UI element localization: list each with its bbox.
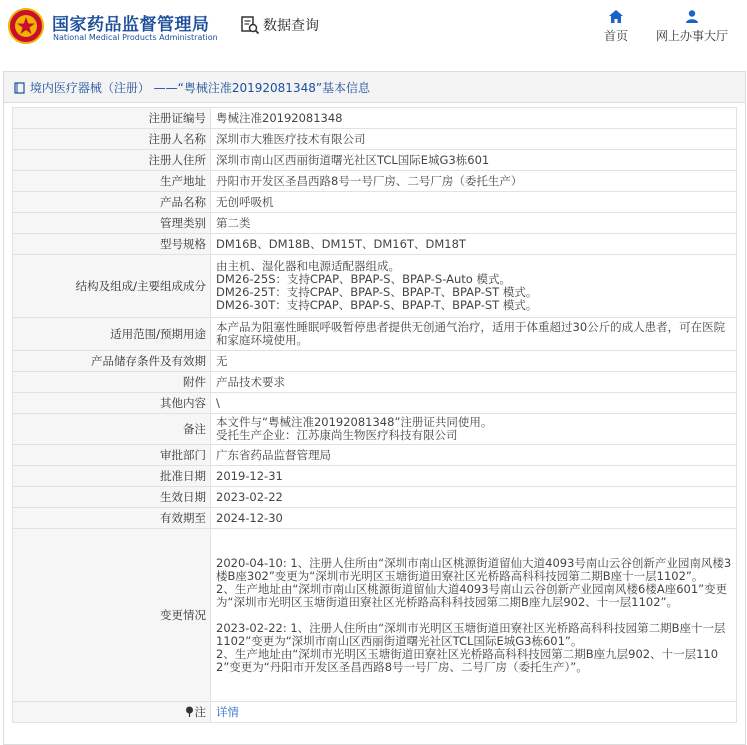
row-label: 适用范围/预期用途 <box>13 318 211 351</box>
row-label: 生产地址 <box>13 171 211 192</box>
brand-name-cn: 国家药品监督管理局 <box>52 15 210 35</box>
table-row <box>13 393 737 414</box>
row-label: 注册证编号 <box>13 108 211 129</box>
table-row <box>13 192 737 213</box>
data-query-label: 数据查询 <box>263 18 319 34</box>
row-value: 2020-04-10: 1、注册人住所由“深圳市南山区桃源街道留仙大道4093号南山云谷创新产业园南风楼3楼B座302”变更为“深圳市光明区玉塘街道田寮社区光桥路高科科技园第二期B座十一层1102”。 2、生产地址由“深圳市南山区桃源街道留仙大道4093号南山云谷创新产业园南风楼6楼A座601”变更为“深圳市光明区玉塘街道田寮社区光桥路高科科技园第二期B座九层902、十一层1102”。 2023-02-22: 1、注册人住所由“深圳市光明区玉塘街道田寮社区光桥路高科科技园第二期B座十一层1102”变更为“深圳市南山区西丽街道曙光社区TCL国际E城G3栋601”。 2、生产地址由“深圳市光明区玉塘街道田寮社区光桥路高科科技园第二期B座九层902、十一层1102”变更为“丹阳市开发区圣昌西路8号一号厂房、二号厂房（委托生产）”。 <box>211 529 737 702</box>
row-label: 注册人名称 <box>13 129 211 150</box>
book-icon <box>14 82 25 94</box>
row-value: 无 <box>211 351 737 372</box>
row-value: DM16B、DM18B、DM15T、DM16T、DM18T <box>211 234 737 255</box>
table-row <box>13 529 737 702</box>
row-value: 2024-12-30 <box>211 508 737 529</box>
data-search-icon <box>240 15 260 35</box>
table-row <box>13 318 737 351</box>
nav-hall-label: 网上办事大厅 <box>655 29 728 43</box>
row-label: 型号规格 <box>13 234 211 255</box>
details-link[interactable]: 详情 <box>216 704 239 719</box>
row-value: 深圳市南山区西丽街道曙光社区TCL国际E城G3栋601 <box>211 150 737 171</box>
panel-title: 境内医疗器械（注册） ——“粤械注准20192081348”基本信息 <box>29 81 371 95</box>
row-value: 第二类 <box>211 213 737 234</box>
row-value: 广东省药品监督管理局 <box>211 445 737 466</box>
row-label: 管理类别 <box>13 213 211 234</box>
table-row <box>13 414 737 445</box>
nav-home[interactable] <box>600 10 632 44</box>
table-row <box>13 466 737 487</box>
row-label: 批准日期 <box>13 466 211 487</box>
row-value: 本文件与“粤械注准20192081348”注册证共同使用。 受托生产企业：江苏康尚生物医疗科技有限公司 <box>211 414 737 445</box>
table-row <box>13 213 737 234</box>
row-value: 产品技术要求 <box>211 372 737 393</box>
table-row <box>13 702 737 723</box>
nav-home-label: 首页 <box>603 29 628 43</box>
table-row <box>13 372 737 393</box>
table-row <box>13 255 737 318</box>
row-value: 丹阳市开发区圣昌西路8号一号厂房、二号厂房（委托生产） <box>211 171 737 192</box>
table-row <box>13 150 737 171</box>
row-label: 有效期至 <box>13 508 211 529</box>
pin-icon <box>185 706 194 717</box>
row-label: 产品名称 <box>13 192 211 213</box>
brand-name-en: National Medical Products Administration <box>53 33 218 42</box>
table-row <box>13 171 737 192</box>
emblem-logo <box>8 8 44 44</box>
row-label: 生效日期 <box>13 487 211 508</box>
table-row <box>13 487 737 508</box>
row-value: \ <box>211 393 737 414</box>
row-label: 注册人住所 <box>13 150 211 171</box>
detail-panel <box>3 71 746 745</box>
table-row <box>13 445 737 466</box>
nav-online-hall[interactable] <box>652 10 732 44</box>
table-row <box>13 129 737 150</box>
note-label-cell <box>13 702 211 723</box>
note-label: 注 <box>194 704 206 719</box>
site-header <box>0 0 747 56</box>
table-row <box>13 108 737 129</box>
table-row <box>13 351 737 372</box>
row-label: 变更情况 <box>13 529 211 702</box>
row-value: 本产品为阻塞性睡眠呼吸暂停患者提供无创通气治疗，适用于体重超过30公斤的成人患者，可在医院和家庭环境使用。 <box>211 318 737 351</box>
user-icon <box>685 10 699 23</box>
row-value: 粤械注准20192081348 <box>211 108 737 129</box>
table-row <box>13 234 737 255</box>
row-value: 无创呼吸机 <box>211 192 737 213</box>
row-value: 2023-02-22 <box>211 487 737 508</box>
info-table <box>12 107 737 723</box>
row-label: 审批部门 <box>13 445 211 466</box>
row-label: 其他内容 <box>13 393 211 414</box>
home-icon <box>609 10 623 23</box>
row-label: 结构及组成/主要组成成分 <box>13 255 211 318</box>
data-query-button[interactable] <box>240 15 319 35</box>
panel-title-bar <box>4 72 745 103</box>
row-value: 深圳市大雅医疗技术有限公司 <box>211 129 737 150</box>
row-label: 产品储存条件及有效期 <box>13 351 211 372</box>
row-label: 备注 <box>13 414 211 445</box>
row-label: 附件 <box>13 372 211 393</box>
row-value: 由主机、湿化器和电源适配器组成。 DM26-25S：支持CPAP、BPAP-S、BPAP-S-Auto 模式。 DM26-25T：支持CPAP、BPAP-S、BPAP-T、BPAP-ST 模式。 DM26-30T：支持CPAP、BPAP-S、BPAP-T、BPAP-ST 模式。 <box>211 255 737 318</box>
table-row <box>13 508 737 529</box>
row-value: 2019-12-31 <box>211 466 737 487</box>
